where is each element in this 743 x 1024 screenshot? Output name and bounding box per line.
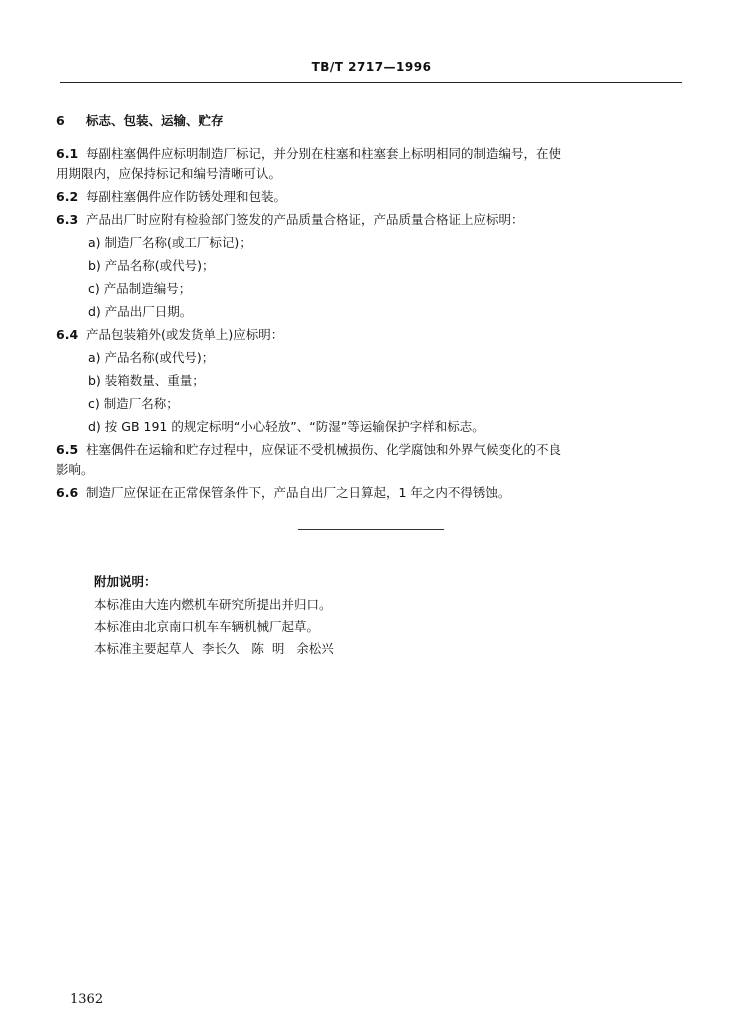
standard-code: TB/T 2717—1996	[311, 60, 432, 74]
clause-text: 每副柱塞偶件应标明制造厂标记，并分别在柱塞和柱塞套上标明相同的制造编号，在使	[86, 146, 562, 161]
clause-6-5-continued: 影响。	[56, 462, 94, 477]
clause-6-2	[56, 187, 286, 205]
clause-text: 柱塞偶件在运输和贮存过程中，应保证不受机械损伤、化学腐蚀和外界气候变化的不良	[86, 442, 562, 457]
clause-6-4	[56, 325, 283, 343]
clause-number: 6.6	[56, 485, 79, 500]
list-item: b) 装箱数量、重量；	[88, 373, 205, 388]
section-number: 6	[56, 113, 65, 128]
notes-line: 本标准由北京南口机车车辆机械厂起草。	[94, 619, 320, 634]
clause-number: 6.3	[56, 212, 79, 227]
clause-number: 6.5	[56, 442, 79, 457]
clause-text: 产品包装箱外(或发货单上)应标明：	[86, 327, 284, 342]
list-item: b) 产品名称(或代号)；	[88, 258, 215, 273]
list-item: a) 制造厂名称(或工厂标记)；	[88, 235, 252, 250]
clause-number: 6.1	[56, 146, 79, 161]
list-item: d) 按 GB 191 的规定标明“小心轻放”、“防湿”等运输保护字样和标志。	[88, 419, 485, 434]
list-item: c) 制造厂名称；	[88, 396, 179, 411]
clause-text: 每副柱塞偶件应作防锈处理和包装。	[86, 189, 287, 204]
end-rule	[298, 529, 444, 530]
list-item: c) 产品制造编号；	[88, 281, 192, 296]
list-item: a) 产品名称(或代号)；	[88, 350, 215, 365]
page-number: 1362	[70, 992, 104, 1007]
list-item: d) 产品出厂日期。	[88, 304, 193, 319]
clause-text: 制造厂应保证在正常保管条件下，产品自出厂之日算起，1 年之内不得锈蚀。	[86, 485, 511, 500]
notes-line: 本标准主要起草人 李长久 陈 明 余松兴	[94, 641, 334, 656]
clause-6-1-continued: 用期限内，应保持标记和编号清晰可认。	[56, 166, 282, 181]
clause-number: 6.4	[56, 327, 79, 342]
clause-6-5	[56, 440, 561, 458]
header-rule	[60, 82, 682, 83]
notes-title: 附加说明：	[94, 574, 157, 589]
clause-6-1	[56, 144, 561, 162]
clause-text: 产品出厂时应附有检验部门签发的产品质量合格证，产品质量合格证上应标明：	[86, 212, 524, 227]
clause-number: 6.2	[56, 189, 79, 204]
notes-line: 本标准由大连内燃机车研究所提出并归口。	[94, 597, 332, 612]
clause-6-6	[56, 483, 510, 501]
clause-6-3	[56, 210, 524, 228]
section-title: 标志、包装、运输、贮存	[86, 113, 224, 128]
section-6-heading	[56, 111, 224, 129]
